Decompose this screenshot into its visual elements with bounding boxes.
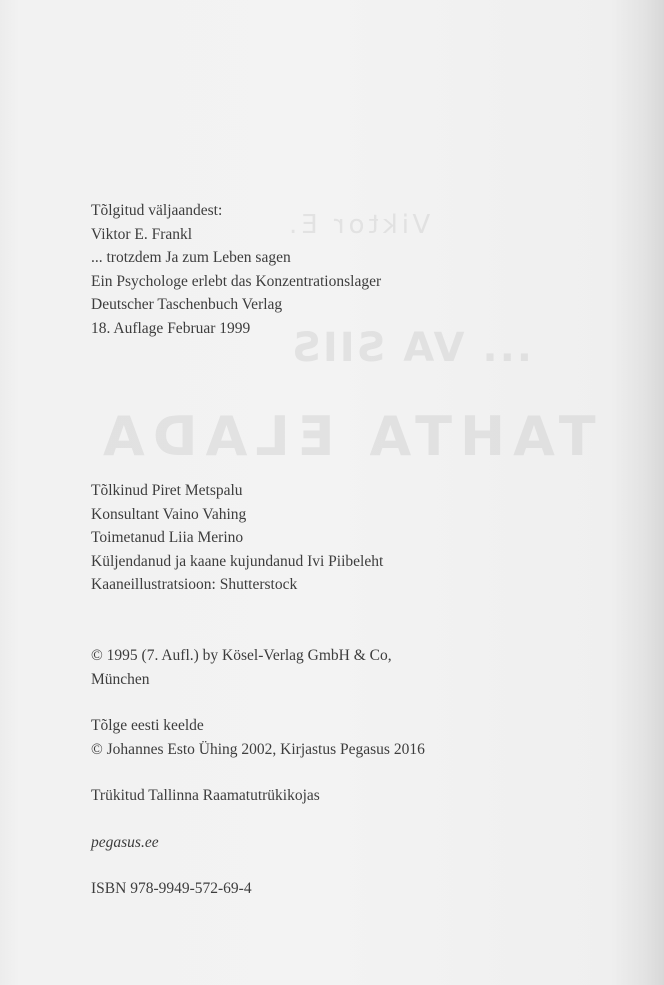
credit-line: Toimetanud Liia Merino (91, 529, 244, 546)
credits-block (91, 479, 383, 597)
copyright-line: © 1995 (7. Aufl.) by Kösel-Verlag GmbH & Co, (91, 647, 392, 664)
original-edition-line: Ein Psychologe erlebt das Konzentrationslager (91, 272, 382, 290)
copyright-line: © Johannes Esto Ühing 2002, Kirjastus Pegasus 2016 (91, 740, 425, 758)
publisher-website: pegasus.ee (91, 834, 159, 851)
copyright-line: Tõlge eesti keelde (91, 717, 204, 734)
show-through-text: Viktor E. (285, 210, 431, 240)
show-through-text: TAHTA ELADA (95, 405, 596, 468)
credit-line: Tõlkinud Piret Metspalu (91, 482, 243, 499)
credit-line: Konsultant Vaino Vahing (91, 505, 247, 523)
original-edition-line: Viktor E. Frankl (91, 225, 193, 243)
credit-line: Küljendanud ja kaane kujundanud Ivi Piibeleht (91, 552, 384, 570)
copyright-line: München (91, 670, 150, 688)
original-edition-line: ... trotzdem Ja zum Leben sagen (91, 249, 291, 266)
credit-line: Kaaneillustratsioon: Shutterstock (91, 576, 298, 593)
printer-info: Trükitud Tallinna Raamatutrükikojas (91, 787, 320, 804)
original-edition-line: Deutscher Taschenbuch Verlag (91, 296, 283, 313)
original-edition-info (91, 199, 381, 340)
original-copyright (91, 644, 392, 691)
original-edition-line: 18. Auflage Februar 1999 (91, 319, 251, 337)
original-edition-line: Tõlgitud väljaandest: (91, 202, 223, 219)
translation-copyright (91, 714, 425, 761)
show-through-text: ... VA SIIS (290, 325, 533, 371)
isbn: ISBN 978-9949-572-69-4 (91, 880, 252, 897)
